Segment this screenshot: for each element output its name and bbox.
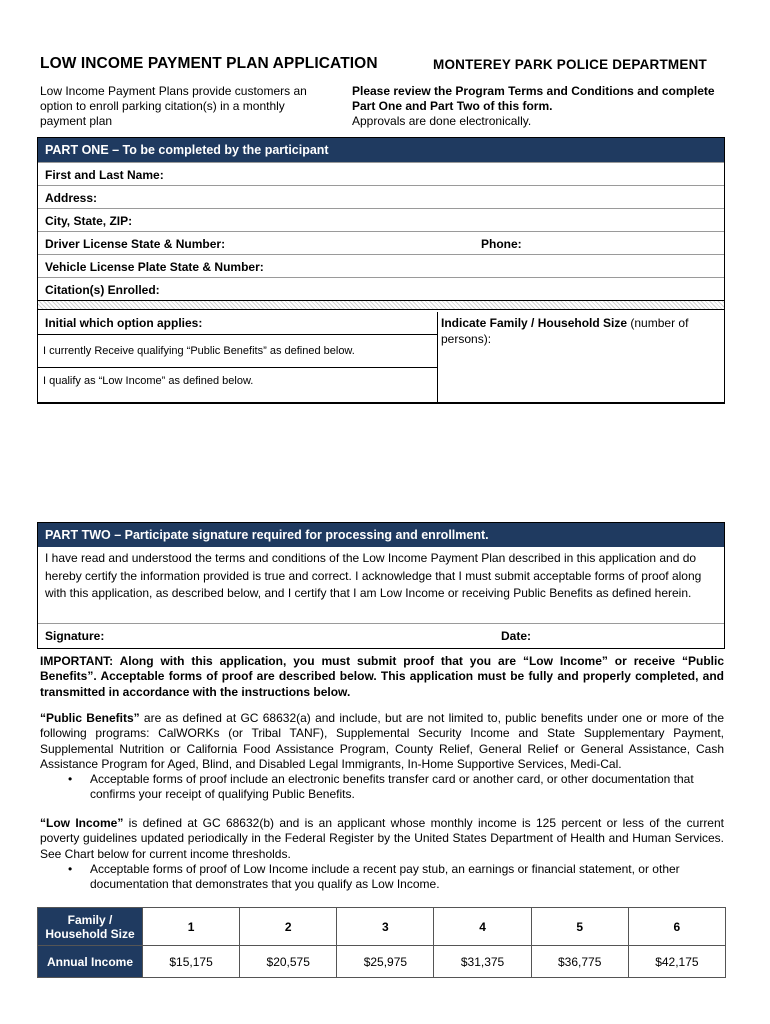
income-header: Annual Income (38, 946, 143, 978)
size-cell: 6 (628, 908, 725, 946)
phone-label: Phone: (481, 237, 522, 251)
income-cell: $20,575 (240, 946, 337, 978)
income-threshold-table (37, 907, 726, 978)
public-benefits-text: are as defined at GC 68632(a) and include, but are not limited to, public benefits under one or more of the following programs: CalWORKs (or Tribal TANF), Supplemental Security Income and State Supplementary Payment, Supplemental Nutrition or California Food Assistance Program, County Relief, General Relief or General Assistance, Cash Assistance Program for Aged, Blind, and Disabled Legal Immigrants, In-Home Supportive Services, Medi-Cal. (40, 711, 724, 771)
household-note: (number of persons): (441, 316, 689, 346)
low-income-term: “Low Income” (40, 816, 124, 830)
address-field[interactable] (38, 185, 724, 208)
intro-description: Low Income Payment Plans provide customers an option to enroll parking citation(s) in a monthly payment plan (40, 84, 307, 128)
city-label: City, State, ZIP: (45, 214, 133, 228)
name-label: First and Last Name: (45, 168, 164, 182)
plate-label: Vehicle License Plate State & Number: (45, 260, 264, 274)
license-label: Driver License State & Number: (45, 237, 226, 251)
bullet-icon: • (68, 862, 73, 876)
size-cell: 5 (531, 908, 628, 946)
option-low-income[interactable]: I qualify as “Low Income” as defined below. (43, 375, 254, 387)
low-income-proof: Acceptable forms of proof of Low Income include a recent pay stub, an earnings or financial statement, or other documentation that demonstrates that you qualify as Low Income. (90, 862, 680, 892)
form-title: LOW INCOME PAYMENT PLAN APPLICATION (40, 55, 378, 72)
size-cell: 2 (240, 908, 337, 946)
income-cell: $15,175 (143, 946, 240, 978)
household-label: Indicate Family / Household Size (441, 316, 628, 330)
part-one-heading: PART ONE – To be completed by the participant (38, 138, 724, 162)
part-one-section (37, 137, 725, 404)
address-label: Address: (45, 191, 98, 205)
intro-instructions-bold: Please review the Program Terms and Conditions and complete Part One and Part Two of this form. (352, 84, 715, 113)
low-income-bullet (68, 862, 724, 893)
intro-instructions (352, 84, 732, 129)
department-name: MONTEREY PARK POLICE DEPARTMENT (433, 57, 707, 72)
size-cell: 1 (143, 908, 240, 946)
city-state-zip-field[interactable] (38, 208, 724, 231)
low-income-definition (40, 816, 724, 862)
low-income-text: is defined at GC 68632(b) and is an applicant whose monthly income is 125 percent or less of the current poverty guidelines updated periodically in the Federal Register by the United States Department of Health and Human Services. See Chart below for current income thresholds. (40, 816, 724, 861)
section-divider (38, 300, 724, 310)
bullet-icon: • (68, 772, 73, 786)
signature-row[interactable] (38, 623, 724, 649)
plate-field[interactable] (38, 254, 724, 277)
intro-instructions-note: Approvals are done electronically. (352, 114, 532, 128)
table-row (38, 908, 726, 946)
certification-text: I have read and understood the terms and conditions of the Low Income Payment Plan described in this application and do hereby certify the information provided is true and correct. I acknowledge that I must submit acceptable forms of proof along with this application, as described below, and I certify that I am Low Income or receiving Public Benefits as defined herein. (45, 551, 702, 600)
date-label: Date: (501, 629, 532, 643)
public-benefits-bullet (68, 772, 724, 803)
income-cell: $42,175 (628, 946, 725, 978)
table-row (38, 946, 726, 978)
household-size-field[interactable] (441, 315, 721, 347)
citation-field[interactable] (38, 277, 724, 300)
driver-license-field[interactable] (38, 231, 724, 254)
income-cell: $25,975 (337, 946, 434, 978)
part-two-heading: PART TWO – Participate signature required for processing and enrollment. (38, 523, 724, 547)
size-header: Family / Household Size (38, 908, 143, 946)
initial-label: Initial which option applies: (38, 312, 437, 335)
income-cell: $31,375 (434, 946, 531, 978)
option-selection (38, 312, 438, 403)
public-benefits-proof: Acceptable forms of proof include an electronic benefits transfer card or another card, or other documentation that confirms your receipt of qualifying Public Benefits. (90, 772, 694, 802)
size-cell: 3 (337, 908, 434, 946)
name-field[interactable] (38, 162, 724, 185)
part-two-section (37, 522, 725, 649)
citation-label: Citation(s) Enrolled: (45, 283, 160, 297)
signature-label: Signature: (45, 629, 105, 643)
public-benefits-term: “Public Benefits” (40, 711, 140, 725)
income-cell: $36,775 (531, 946, 628, 978)
option-public-benefits[interactable]: I currently Receive qualifying “Public Benefits” as defined below. (38, 335, 437, 368)
size-cell: 4 (434, 908, 531, 946)
important-notice: IMPORTANT: Along with this application, you must submit proof that you are “Low Income” or receive “Public Benefits”. Acceptable forms of proof are described below. This application must be fully and properly completed, and transmitted in accordance with the instructions below. (40, 654, 724, 699)
public-benefits-definition (40, 711, 724, 772)
